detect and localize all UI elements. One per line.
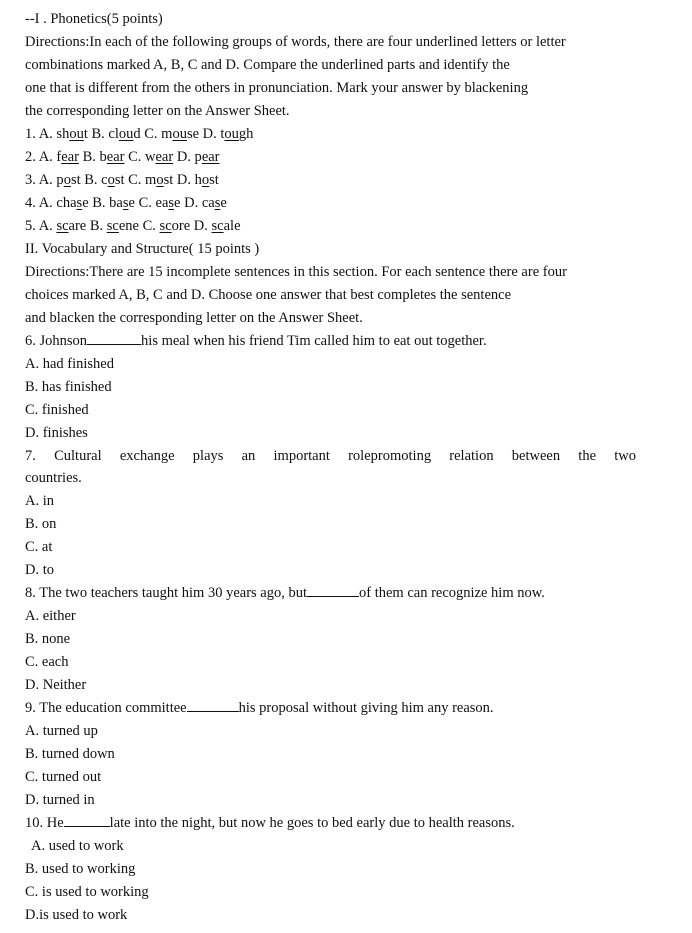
word-part: B. ba — [88, 195, 123, 211]
word-part: C. — [139, 218, 160, 234]
stem-text: 6. Johnson — [25, 333, 88, 349]
stem-text: 10. He — [25, 815, 64, 831]
answer-blank — [64, 814, 110, 827]
stem-text: 9. The education committee — [25, 700, 187, 716]
word-part: st — [114, 172, 125, 188]
underlined-letters: sc — [159, 218, 172, 234]
word-part: D. t — [199, 126, 225, 142]
underlined-letters: o — [156, 172, 164, 188]
item-number: 1. — [25, 126, 39, 142]
answer-option: D. Neither — [25, 677, 87, 693]
word-part: e — [128, 195, 135, 211]
question-stem — [25, 814, 515, 832]
underlined-letters: ou — [224, 126, 239, 142]
underlined-letters: ear — [106, 149, 125, 165]
answer-option: A. in — [25, 493, 54, 509]
answer-option: D. to — [25, 562, 54, 578]
underlined-letters: sc — [106, 218, 119, 234]
underlined-letters: ou — [69, 126, 84, 142]
underlined-letters: ear — [155, 149, 174, 165]
directions-line: Directions:There are 15 incomplete sentences in this section. For each sentence there are four — [25, 264, 567, 280]
section-title-vocabulary: II. Vocabulary and Structure( 15 points ) — [25, 241, 260, 257]
word-part: A. sh — [38, 126, 70, 142]
answer-option: B. none — [25, 631, 71, 647]
question-stem — [25, 699, 494, 717]
word-part: D. p — [173, 149, 202, 165]
word-part: A. cha — [38, 195, 77, 211]
directions-line: choices marked A, B, C and D. Choose one answer that best completes the sentence — [25, 287, 512, 303]
underlined-letters: o — [201, 172, 210, 188]
word-part: D. h — [173, 172, 202, 188]
section-title-phonetics: --I . Phonetics(5 points) — [25, 11, 163, 27]
word-part: D. — [190, 218, 212, 234]
answer-blank — [187, 699, 239, 712]
answer-option: B. has finished — [25, 379, 112, 395]
phonetics-item — [25, 125, 253, 143]
answer-option: D. finishes — [25, 425, 88, 441]
phonetics-item — [25, 194, 227, 212]
item-number: 3. — [25, 172, 39, 188]
underlined-letters: o — [107, 172, 115, 188]
word-part: e — [174, 195, 181, 211]
phonetics-item — [25, 171, 219, 189]
stem-text: promoting relation between the two — [370, 448, 636, 464]
directions-line: Directions:In each of the following groups of words, there are four underlined letters or letter — [25, 34, 566, 50]
word-part: B. — [86, 218, 107, 234]
underlined-letters: s — [214, 195, 221, 211]
answer-option: A. had finished — [25, 356, 114, 372]
stem-text: 8. The two teachers taught him 30 years ago, but — [25, 585, 308, 601]
word-part: t — [83, 126, 88, 142]
word-part: e — [82, 195, 89, 211]
answer-option: D.is used to work — [25, 907, 128, 923]
answer-option: B. turned down — [25, 746, 115, 762]
word-part: ale — [223, 218, 241, 234]
underlined-letters: s — [122, 195, 129, 211]
word-part: d — [133, 126, 141, 142]
question-stem — [25, 332, 487, 350]
word-part: se — [186, 126, 200, 142]
word-part: B. cl — [87, 126, 119, 142]
underlined-letters: s — [76, 195, 83, 211]
word-part: C. w — [124, 149, 156, 165]
answer-option: A. either — [25, 608, 76, 624]
stem-text: his meal when his friend Tim called him to eat out together. — [141, 333, 487, 349]
question-stem — [25, 584, 545, 602]
word-part: A. — [38, 218, 57, 234]
word-part: st — [70, 172, 81, 188]
answer-option: A. turned up — [25, 723, 98, 739]
stem-text: of them can recognize him now. — [359, 585, 545, 601]
answer-option: C. at — [25, 539, 53, 555]
word-part: B. b — [78, 149, 107, 165]
word-part: C. ea — [134, 195, 169, 211]
answer-option: B. on — [25, 516, 57, 532]
word-part: ene — [118, 218, 139, 234]
question-stem — [25, 447, 636, 465]
answer-blank — [87, 332, 141, 345]
answer-option: C. is used to working — [25, 884, 149, 900]
word-part: st — [209, 172, 219, 188]
question-stem-continued: countries. — [25, 470, 82, 486]
underlined-letters: sc — [56, 218, 69, 234]
underlined-letters: s — [168, 195, 175, 211]
word-part: A. f — [38, 149, 62, 165]
answer-option: B. used to working — [25, 861, 136, 877]
word-part: gh — [238, 126, 254, 142]
answer-option: C. each — [25, 654, 69, 670]
underlined-letters: ou — [118, 126, 134, 142]
answer-option: C. finished — [25, 402, 89, 418]
phonetics-item — [25, 148, 220, 166]
stem-text: late into the night, but now he goes to bed early due to health reasons. — [109, 815, 515, 831]
word-part: C. m — [140, 126, 173, 142]
underlined-letters: ear — [201, 149, 220, 165]
stem-text: his proposal without giving him any reason. — [238, 700, 494, 716]
stem-text: 7. Cultural exchange plays an important role — [25, 448, 371, 464]
item-number: 5. — [25, 218, 39, 234]
directions-line: combinations marked A, B, C and D. Compare the underlined parts and identify the — [25, 57, 510, 73]
directions-line: the corresponding letter on the Answer Sheet. — [25, 103, 290, 119]
item-number: 2. — [25, 149, 39, 165]
answer-option: D. turned in — [25, 792, 95, 808]
word-part: A. p — [38, 172, 64, 188]
directions-line: and blacken the corresponding letter on the Answer Sheet. — [25, 310, 363, 326]
answer-option: C. turned out — [25, 769, 102, 785]
word-part: are — [68, 218, 87, 234]
word-part: ore — [171, 218, 191, 234]
answer-option: A. used to work — [31, 838, 124, 854]
word-part: C. m — [124, 172, 157, 188]
underlined-letters: o — [63, 172, 71, 188]
word-part: B. c — [80, 172, 108, 188]
directions-line: one that is different from the others in pronunciation. Mark your answer by blackening — [25, 80, 529, 96]
word-part: e — [220, 195, 227, 211]
item-number: 4. — [25, 195, 39, 211]
answer-blank — [307, 584, 359, 597]
word-part: D. ca — [180, 195, 215, 211]
underlined-letters: ear — [61, 149, 79, 165]
word-part: st — [163, 172, 174, 188]
underlined-letters: ou — [172, 126, 187, 142]
phonetics-item — [25, 217, 241, 235]
underlined-letters: sc — [211, 218, 224, 234]
